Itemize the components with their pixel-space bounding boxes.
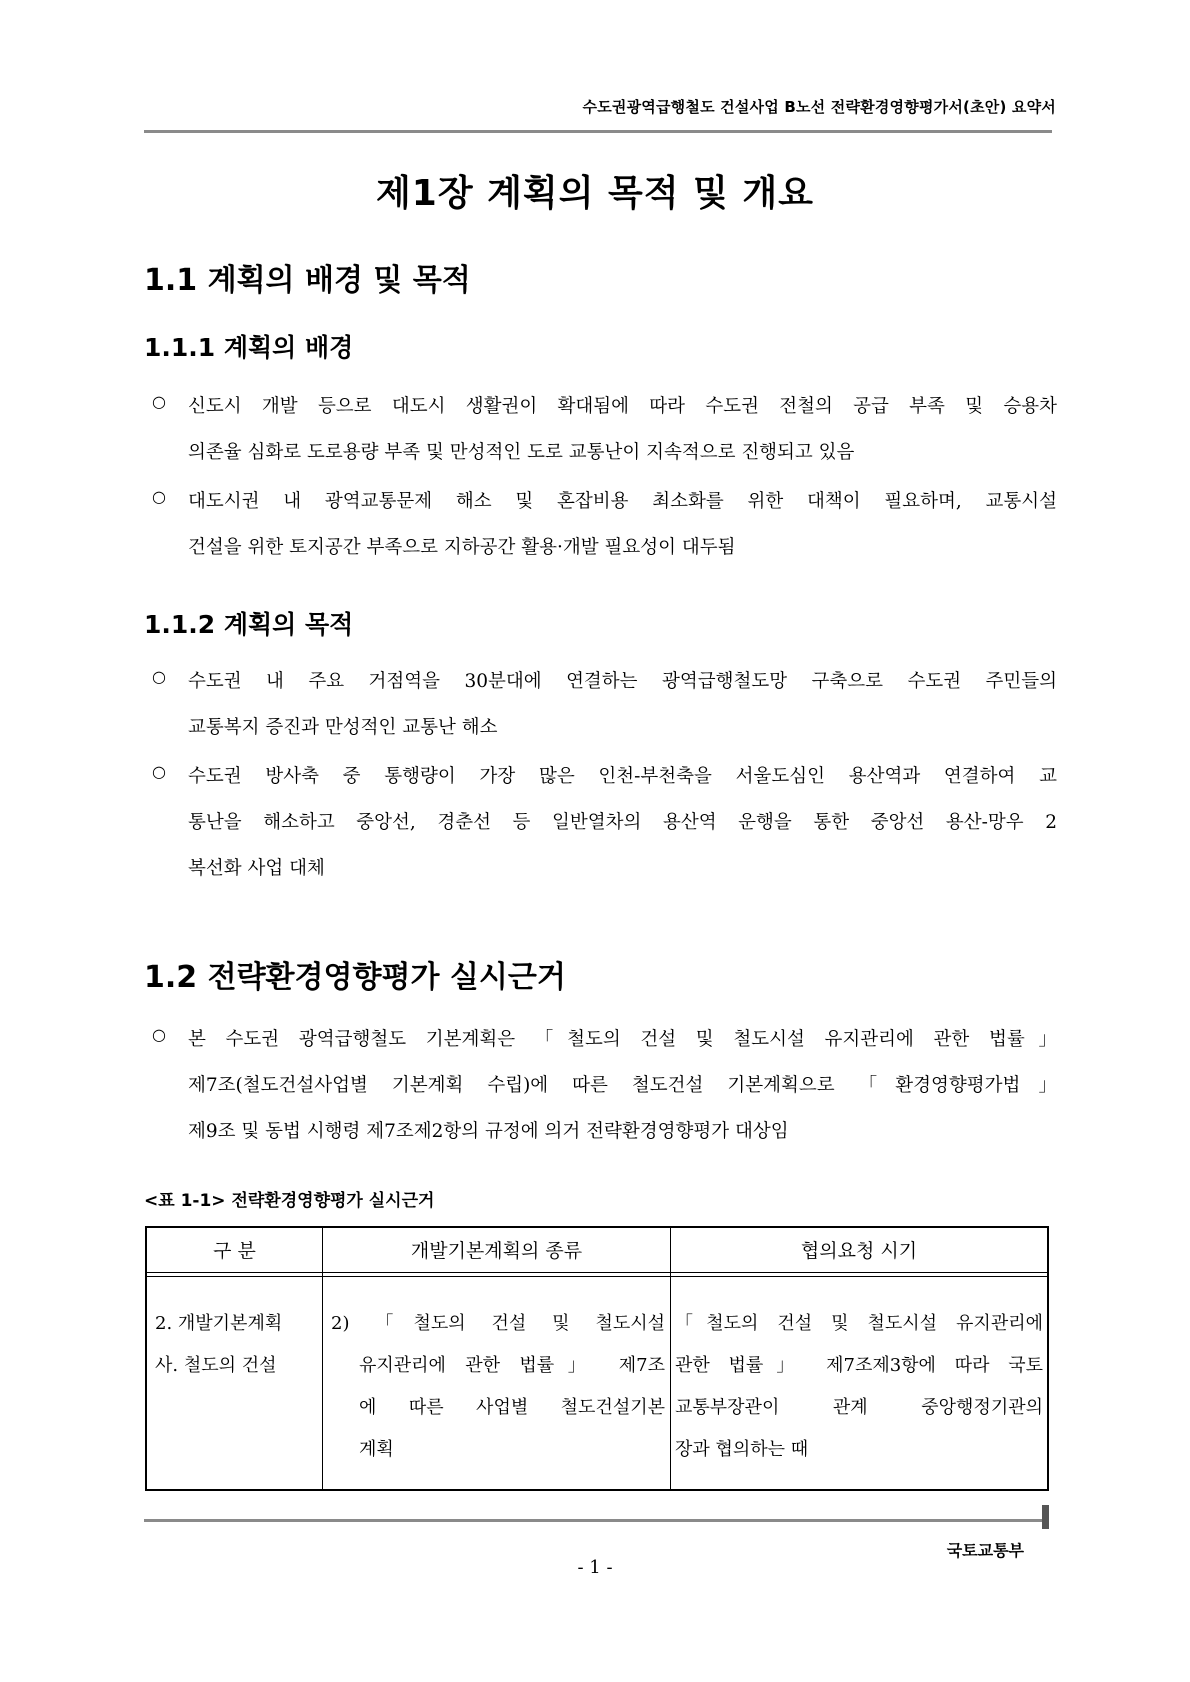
bullet-line: 통난을 해소하고 중앙선, 경춘선 등 일반열차의 용산역 운행을 통한 중앙선 용산-망우 2 (188, 812, 1057, 833)
table-header-plan-type: 개발기본계획의 종류 (410, 1240, 583, 1262)
page-number: - 1 - (577, 1557, 613, 1578)
document-header-title: 수도권광역급행철도 건설사업 B노선 전략환경영향평가서(초안) 요약서 (582, 98, 1056, 116)
section-1-2-title: 1.2 전략환경영향평가 실시근거 (144, 960, 566, 995)
bullet-line: 본 수도권 광역급행철도 기본계획은 「철도의 건설 및 철도시설 유지관리에 관한 법률」 (188, 1029, 1057, 1050)
bullet-mark: ○ (152, 487, 166, 506)
bullet-mark: ○ (152, 392, 166, 411)
bullet-item (152, 392, 1057, 463)
table-header-consultation-timing: 협의요청 시기 (800, 1240, 918, 1262)
footer-divider (144, 1519, 1044, 1522)
bullet-line: 제7조(철도건설사업별 기본계획 수립)에 따른 철도건설 기본계획으로 「환경영향평가법」 (188, 1075, 1057, 1096)
table-cell-category (155, 1309, 319, 1409)
section-1-1-title: 1.1 계획의 배경 및 목적 (144, 263, 471, 298)
table-caption: <표 1-1> 전략환경영향평가 실시근거 (144, 1191, 435, 1211)
cell-line: 사. 철도의 건설 (155, 1355, 277, 1376)
bullet-mark: ○ (152, 762, 166, 781)
cell-line: 장과 협의하는 때 (675, 1439, 809, 1460)
bullet-line: 제9조 및 동법 시행령 제7조제2항의 규정에 의거 전략환경영향평가 대상임 (188, 1121, 789, 1142)
table-cell-plan-type (331, 1309, 665, 1479)
section-1-1-2-title: 1.1.2 계획의 목적 (144, 610, 354, 639)
footer-accent-bar (1042, 1505, 1049, 1529)
bullet-line: 신도시 개발 등으로 대도시 생활권이 확대됨에 따라 수도권 전철의 공급 부족 및 승용차 (188, 396, 1057, 417)
basis-table (145, 1226, 1049, 1491)
table-column-divider (670, 1228, 671, 1489)
bullet-mark: ○ (152, 667, 166, 686)
cell-line: 2) 「철도의 건설 및 철도시설 (331, 1313, 665, 1334)
table-header-category: 구 분 (213, 1240, 256, 1262)
cell-line: 2. 개발기본계획 (155, 1313, 283, 1334)
bullet-line: 의존율 심화로 도로용량 부족 및 만성적인 도로 교통난이 지속적으로 진행되고 있음 (188, 442, 855, 463)
bullet-line: 대도시권 내 광역교통문제 해소 및 혼잡비용 최소화를 위한 대책이 필요하며, 교통시설 (188, 491, 1057, 512)
table-header-divider (147, 1276, 1047, 1277)
bullet-item (152, 667, 1057, 738)
cell-line: 에 따른 사업별 철도건설기본 (359, 1397, 665, 1418)
cell-line: 「철도의 건설 및 철도시설 유지관리에 (675, 1313, 1043, 1334)
bullet-line: 교통복지 증진과 만성적인 교통난 해소 (188, 717, 498, 738)
bullet-line: 수도권 방사축 중 통행량이 가장 많은 인천-부천축을 서울도심인 용산역과 연결하여 교 (188, 766, 1057, 787)
bullet-line: 복선화 사업 대체 (188, 858, 325, 879)
table-cell-consultation-timing (675, 1309, 1043, 1479)
bullet-mark: ○ (152, 1025, 166, 1044)
bullet-item (152, 1025, 1057, 1142)
section-1-1-1-title: 1.1.1 계획의 배경 (144, 333, 354, 362)
table-column-divider (322, 1228, 323, 1489)
header-divider (144, 130, 1052, 133)
chapter-title: 제1장 계획의 목적 및 개요 (376, 173, 814, 214)
cell-line: 교통부장관이 관계 중앙행정기관의 (675, 1397, 1043, 1418)
footer-organization: 국토교통부 (946, 1541, 1024, 1560)
cell-line: 관한 법률」 제7조제3항에 따라 국토 (675, 1355, 1043, 1376)
bullet-line: 수도권 내 주요 거점역을 30분대에 연결하는 광역급행철도망 구축으로 수도권 주민들의 (188, 671, 1057, 692)
bullet-item (152, 487, 1057, 558)
table-header-divider (147, 1272, 1047, 1273)
bullet-item (152, 762, 1057, 879)
cell-line: 계획 (359, 1439, 394, 1460)
cell-line: 유지관리에 관한 법률」 제7조 (359, 1355, 665, 1376)
bullet-line: 건설을 위한 토지공간 부족으로 지하공간 활용·개발 필요성이 대두됨 (188, 537, 736, 558)
